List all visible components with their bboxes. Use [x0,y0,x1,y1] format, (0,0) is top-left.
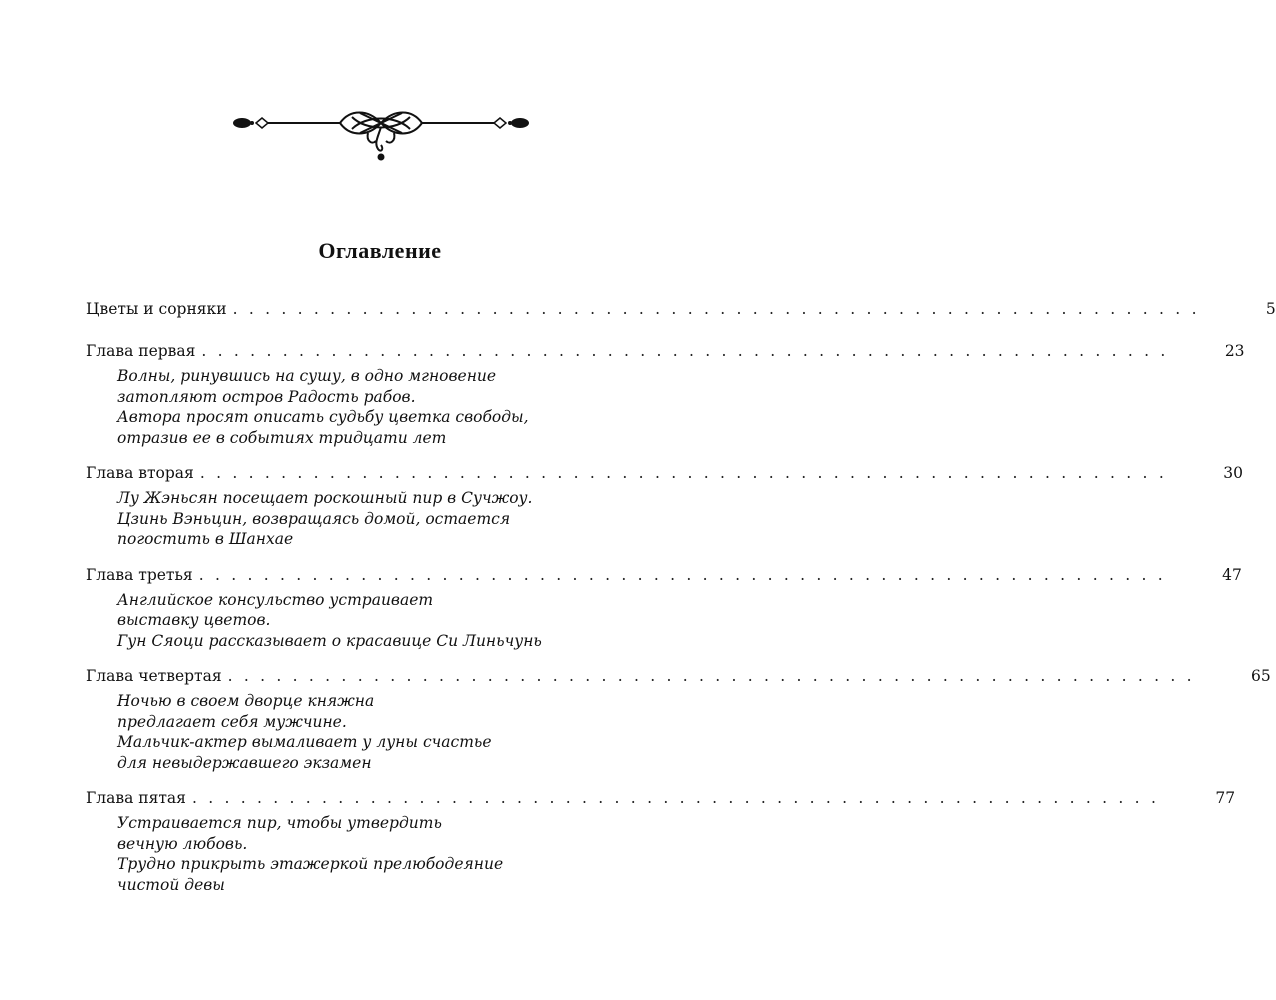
entry-title: Глава первая [86,342,196,360]
page-title: Оглавление [318,238,442,263]
description-line: для невыдержавшего экзамен [117,753,372,772]
description-line: Мальчик-актер вымаливает у луны счастье [117,733,492,751]
dot-leader: . . . . . . . . . . . . . . . . . . . . . . . . . . . . . . . . . . . . . . . . . . . . . . . . . . . . . . . . . . . . [198,565,1166,584]
description-line: вечную любовь. [117,834,248,853]
description-line: Лу Жэньсян посещает роскошный пир в Сучжоу. [117,489,533,507]
page-number: 77 [1215,789,1236,807]
toc-entry[interactable] [86,300,1276,324]
toc-entry[interactable] [86,667,1271,773]
description-line: Гун Сяоци рассказывает о красавице Си Линьчунь [117,631,542,650]
dot-leader: . . . . . . . . . . . . . . . . . . . . . . . . . . . . . . . . . . . . . . . . . . . . . . . . . . . . . . . . . . . . [199,464,1167,482]
dot-leader: . . . . . . . . . . . . . . . . . . . . . . . . . . . . . . . . . . . . . . . . . . . . . . . . . . . . . . . . . . . . [201,342,1169,360]
chapter-description [86,590,672,652]
entry-title: Глава пятая [86,789,186,807]
description-line: Устраивается пир, чтобы утвердить [117,814,442,832]
description-line: Волны, ринувшись на сушу, в одно мгновение [117,367,497,385]
chapter-description [86,488,672,550]
toc-entry[interactable] [86,789,1236,895]
description-line: Ночью в своем дворце княжна [117,692,375,710]
description-line: чистой девы [117,875,225,894]
chapter-description [86,813,672,895]
entry-title: Глава четвертая [86,667,222,685]
description-line: предлагает себя мужчине. [117,712,347,731]
toc-entry[interactable] [86,342,1245,448]
description-line: выставку цветов. [117,611,271,629]
dot-leader: . . . . . . . . . . . . . . . . . . . . . . . . . . . . . . . . . . . . . . . . . . . . . . . . . . . . . . . . . . . . [227,667,1195,685]
description-line: отразив ее в событиях тридцати лет [117,428,447,447]
decorative-ornament-icon [228,105,534,169]
toc-entry[interactable] [86,565,1242,652]
dot-leader: . . . . . . . . . . . . . . . . . . . . . . . . . . . . . . . . . . . . . . . . . . . . . . . . . . . . . . . . . . . . [191,789,1160,807]
chapter-description [86,691,672,773]
entry-title: Глава третья [86,565,193,584]
entry-title: Цветы и сорняки [86,300,227,318]
description-line: затопляют остров Радость рабов. [117,387,416,406]
page-number: 30 [1223,464,1243,482]
page-number: 5 [1265,300,1276,318]
page-number: 23 [1224,342,1245,360]
description-line: Цзинь Вэньцин, возвращаясь домой, остается [117,509,511,528]
description-line: Трудно прикрыть этажеркой прелюбодеяние [117,855,504,873]
description-line: Автора просят описать судьбу цветка свободы, [117,408,529,426]
chapter-description [86,366,672,448]
dot-leader: . . . . . . . . . . . . . . . . . . . . . . . . . . . . . . . . . . . . . . . . . . . . . . . . . . . . . . . . . . . . [232,300,1200,318]
entry-title: Глава вторая [86,464,194,482]
description-line: погостить в Шанхае [117,530,294,548]
page-number: 47 [1222,565,1242,584]
table-of-contents [86,300,1276,895]
description-line: Английское консульство устраивает [117,590,434,609]
toc-entry[interactable] [86,464,1243,550]
page-number: 65 [1251,667,1271,685]
